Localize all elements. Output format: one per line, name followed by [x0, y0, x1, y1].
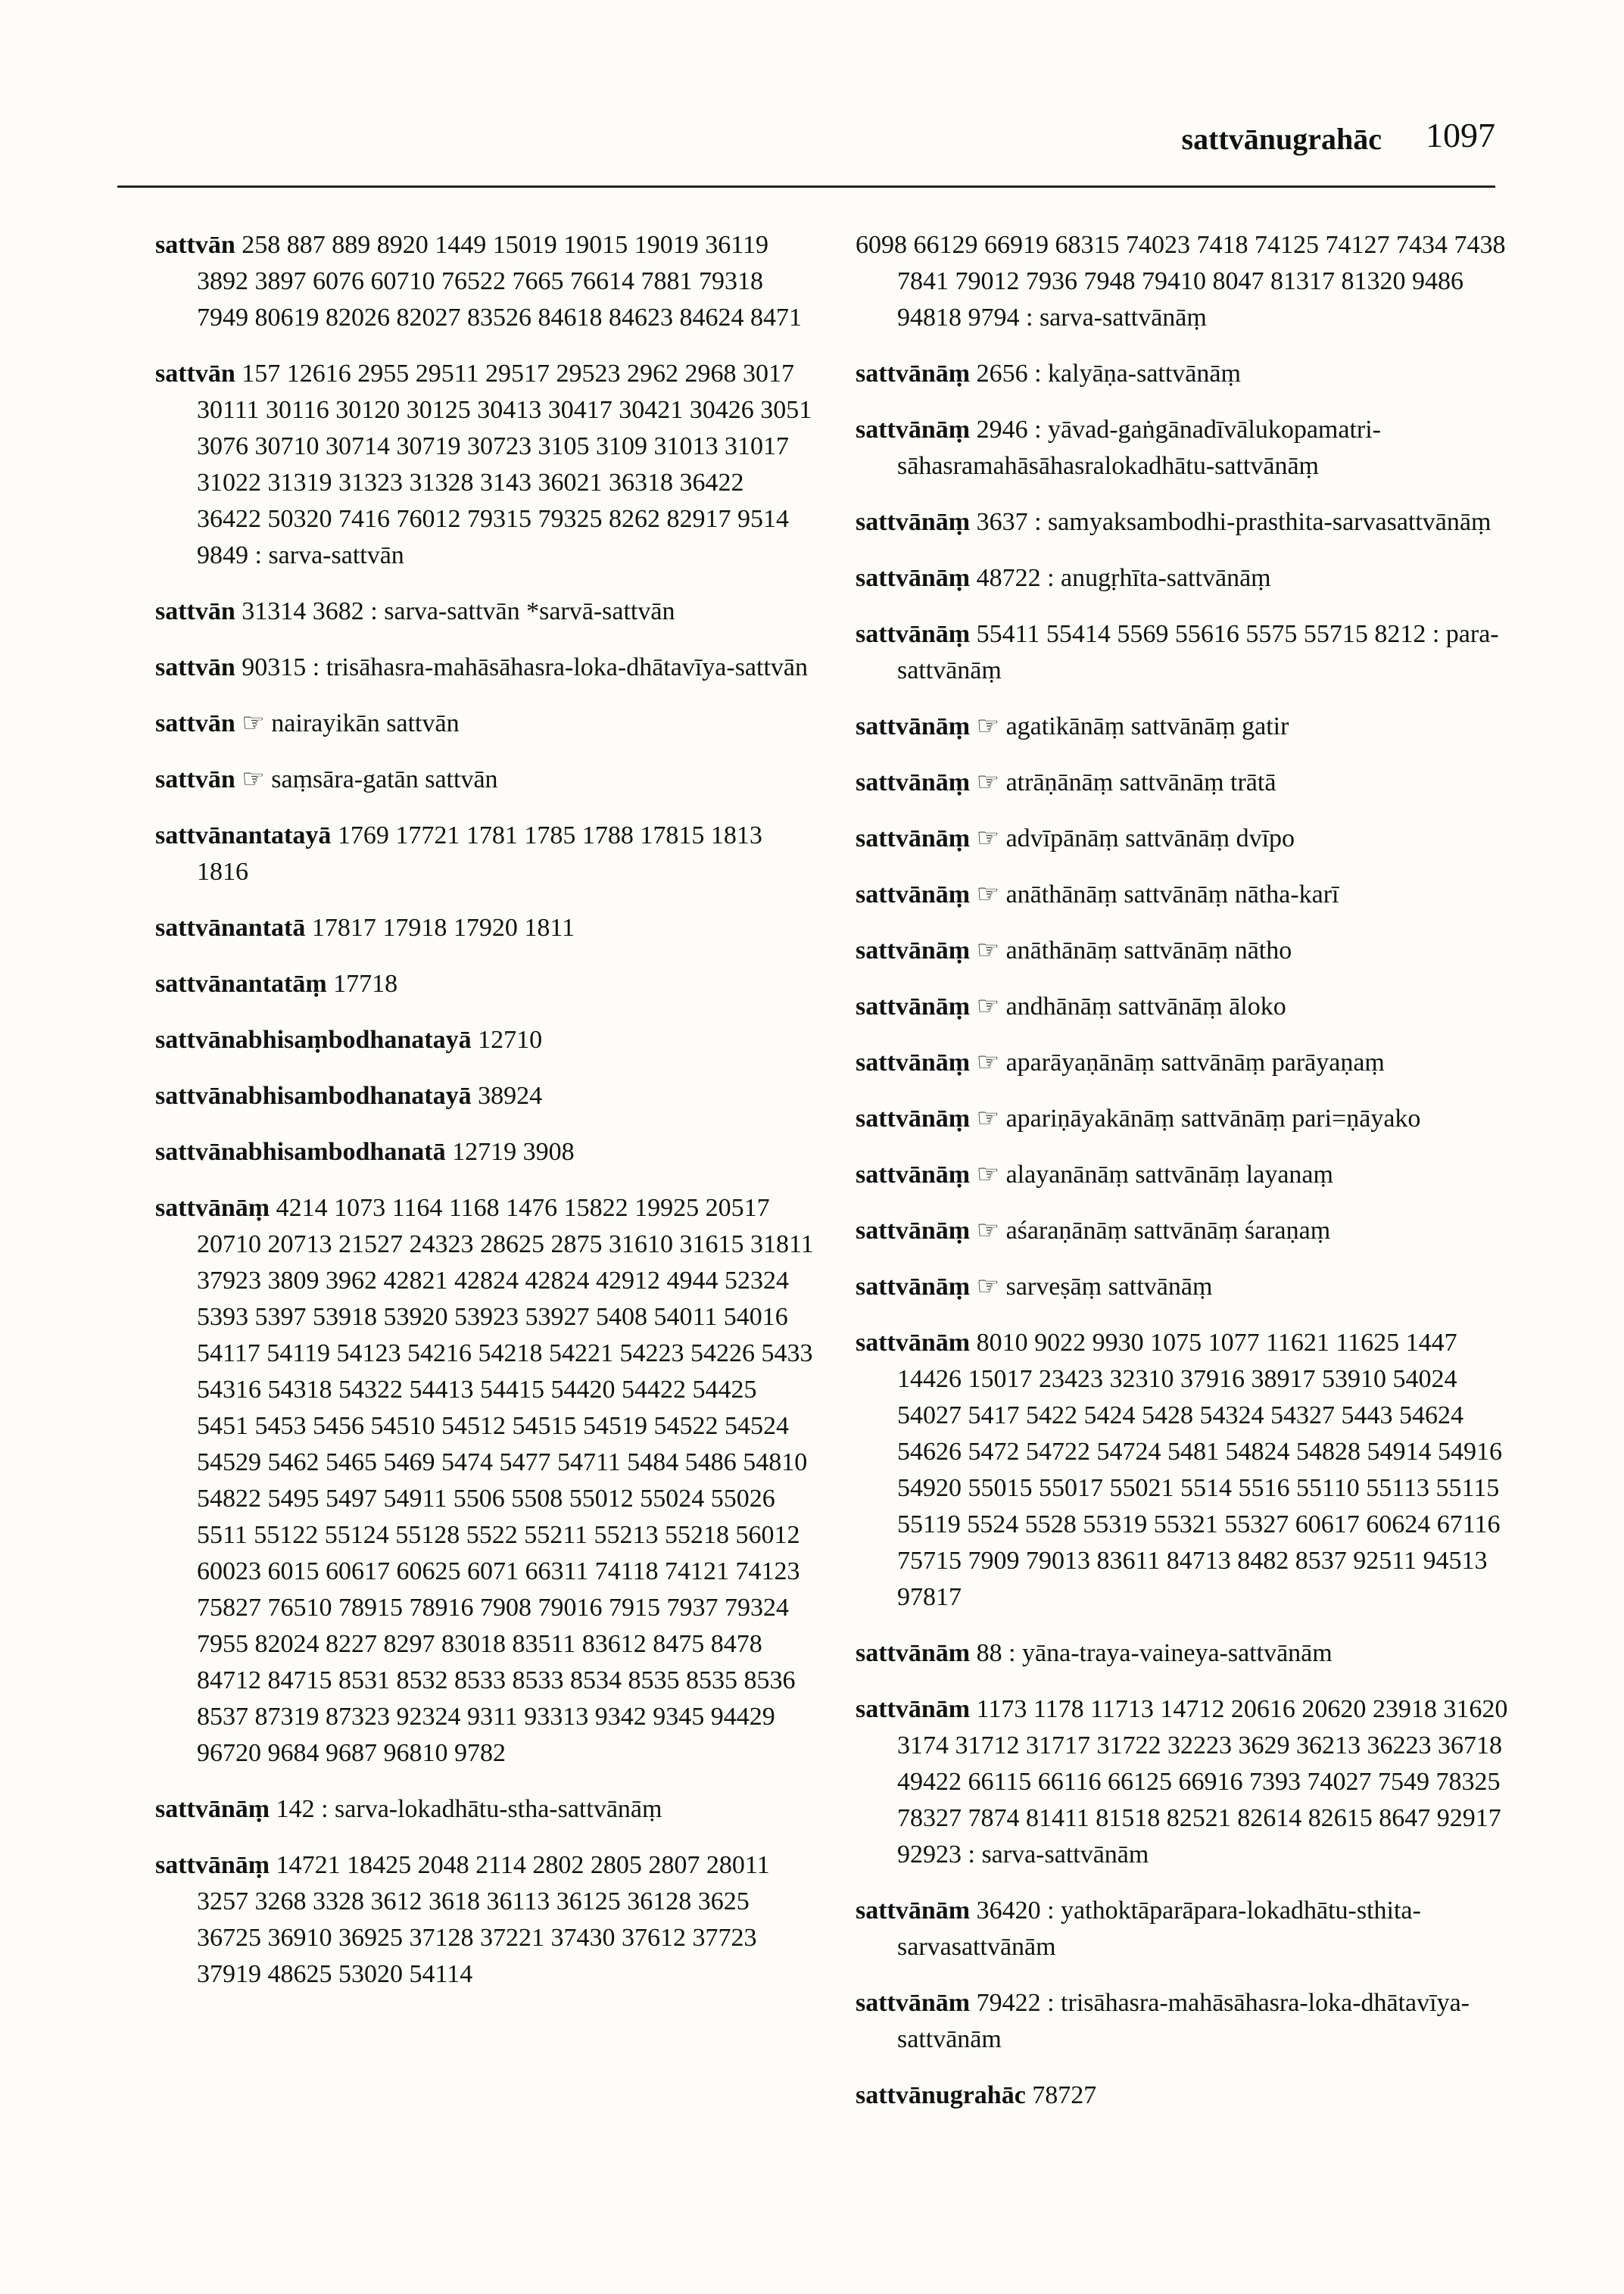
index-entry	[856, 227, 1514, 336]
entry-references: ☞ saṃsāra-gatān sattvān	[242, 765, 498, 793]
entry-headword: sattvān	[155, 597, 235, 625]
entry-headword: sattvān	[155, 231, 235, 259]
entry-headword: sattvānāṃ	[856, 620, 971, 648]
entry-references: 6098 66129 66919 68315 74023 7418 74125 74127 7434 7438 7841 79012 7936 7948 79410 8047 81317 81320 9486 94818 9794 : sarva-sattvānāṃ	[856, 231, 1506, 332]
entry-references: 17817 17918 17920 1811	[311, 914, 575, 942]
entry-headword: sattvānāṃ	[856, 1049, 971, 1077]
entry-references: 142 : sarva-lokadhātu-stha-sattvānāṃ	[276, 1795, 662, 1823]
running-title: sattvānugrahāc	[1181, 122, 1382, 156]
entry-references: 12719 3908	[452, 1138, 575, 1166]
entry-references: ☞ aśaraṇānāṃ sattvānāṃ śaraṇaṃ	[976, 1217, 1331, 1245]
index-entry	[856, 1101, 1514, 1137]
index-entry	[856, 2077, 1514, 2114]
entry-headword: sattvānantatā	[155, 914, 306, 942]
index-entry	[856, 412, 1514, 485]
entry-headword: sattvānantatayā	[155, 821, 332, 849]
index-entry	[856, 1045, 1514, 1081]
entry-headword: sattvānām	[856, 1897, 971, 1925]
entry-headword: sattvānām	[856, 1695, 971, 1723]
entry-headword: sattvānāṃ	[856, 508, 971, 536]
index-entry	[155, 910, 814, 946]
page-header	[121, 106, 1495, 182]
index-entry	[856, 1325, 1514, 1616]
index-entry	[155, 1190, 814, 1772]
left-column	[155, 227, 814, 2012]
index-entry	[856, 1635, 1514, 1672]
index-entry	[155, 1078, 814, 1114]
index-entry	[856, 616, 1514, 689]
index-entry	[856, 1157, 1514, 1193]
entry-headword: sattvān	[155, 765, 235, 793]
entry-references: 12710	[478, 1026, 543, 1054]
entry-headword: sattvānāṃ	[856, 824, 971, 852]
entry-references: 90315 : trisāhasra-mahāsāhasra-loka-dhātavīya-sattvān	[242, 653, 808, 681]
index-entry	[856, 356, 1514, 392]
entry-references: 2656 : kalyāṇa-sattvānāṃ	[976, 360, 1241, 388]
entry-headword: sattvānabhisaṃbodhanatayā	[155, 1026, 472, 1054]
entry-references: ☞ apariṇāyakānāṃ sattvānāṃ pari=ṇāyako	[976, 1105, 1421, 1133]
entry-headword: sattvānāṃ	[856, 360, 971, 388]
index-entry	[155, 594, 814, 630]
index-entry	[155, 966, 814, 1002]
entry-headword: sattvānāṃ	[856, 937, 971, 965]
right-column	[856, 227, 1514, 2133]
entry-references: ☞ aparāyaṇānāṃ sattvānāṃ parāyaṇaṃ	[976, 1049, 1385, 1077]
index-entry	[856, 1691, 1514, 1873]
entry-headword: sattvān	[155, 360, 235, 388]
index-entry	[155, 1791, 814, 1828]
entry-references: 48722 : anugṛhīta-sattvānāṃ	[976, 564, 1271, 592]
page-number: 1097	[1426, 116, 1495, 154]
entry-headword: sattvānāṃ	[155, 1194, 270, 1222]
index-entry	[856, 1213, 1514, 1249]
index-entry	[856, 504, 1514, 541]
index-entry	[856, 560, 1514, 597]
entry-references: 258 887 889 8920 1449 15019 19015 19019 36119 3892 3897 6076 60710 76522 7665 76614 7881 79318 7949 80619 82026 82027 83526 84618 84623 84624 8471	[197, 231, 802, 332]
index-entry	[155, 762, 814, 798]
entry-references: 88 : yāna-traya-vaineya-sattvānām	[976, 1639, 1333, 1667]
index-entry	[155, 706, 814, 742]
entry-headword: sattvānāṃ	[856, 1217, 971, 1245]
entry-headword: sattvānām	[856, 1989, 971, 2017]
index-entry	[856, 1893, 1514, 1965]
entry-references: ☞ advīpānāṃ sattvānāṃ dvīpo	[976, 824, 1295, 852]
entry-references: 31314 3682 : sarva-sattvān *sarvā-sattvān	[242, 597, 675, 625]
entry-references: 78727	[1032, 2081, 1097, 2109]
entry-headword: sattvānāṃ	[856, 993, 971, 1021]
entry-references: 14721 18425 2048 2114 2802 2805 2807 28011 3257 3268 3328 3612 3618 36113 36125 36128 3625 36725 36910 36925 37128 37221 37430 37612 37723 37919 48625 53020 54114	[197, 1851, 770, 1988]
index-entry	[856, 1985, 1514, 2058]
entry-references: 3637 : samyaksambodhi-prasthita-sarvasattvānāṃ	[976, 508, 1492, 536]
entry-headword: sattvānāṃ	[856, 881, 971, 909]
index-entry	[856, 821, 1514, 857]
entry-references: ☞ sarveṣāṃ sattvānāṃ	[976, 1273, 1213, 1301]
entry-references: ☞ alayanānāṃ sattvānāṃ layanaṃ	[976, 1161, 1333, 1189]
entry-references: 157 12616 2955 29511 29517 29523 2962 2968 3017 30111 30116 30120 30125 30413 30417 30421 30426 3051 3076 30710 30714 30719 30723 3105 3109 31013 31017 31022 31319 31323 31328 3143 36021 36318 36422 36422 50320 7416 76012 79315 79325 8262 82917 9514 9849 : sarva-sattvān	[197, 360, 812, 569]
entry-headword: sattvān	[155, 653, 235, 681]
entry-references: ☞ agatikānāṃ sattvānāṃ gatir	[976, 712, 1289, 740]
entry-references: 38924	[478, 1082, 543, 1110]
entry-references: 55411 55414 5569 55616 5575 55715 8212 : para-sattvānāṃ	[897, 620, 1499, 684]
entry-references: 4214 1073 1164 1168 1476 15822 19925 20517 20710 20713 21527 24323 28625 2875 31610 31615 31811 37923 3809 3962 42821 42824 42824 42912 4944 52324 5393 5397 53918 53920 53923 53927 5408 54011 54016 54117 54119 54123 54216 54218 54221 54223 54226 5433 54316 54318 54322 54413 54415 54420 54422 54425 5451 5453 5456 54510 54512 54515 54519 54522 54524 54529 5462 5465 5469 5474 5477 54711 5484 5486 54810 54822 5495 5497 54911 5506 5508 55012 55024 55026 5511 55122 55124 55128 5522 55211 55213 55218 56012 60023 6015 60617 60625 6071 66311 74118 74121 74123 75827 76510 78915 78916 7908 79016 7915 7937 79324 7955 82024 8227 8297 83018 83511 83612 8475 8478 84712 84715 8531 8532 8533 8533 8534 8535 8535 8536 8537 87319 87323 92324 9311 93313 9342 9345 94429 96720 9684 9687 96810 9782	[197, 1194, 814, 1767]
index-entry	[155, 227, 814, 336]
index-entry	[856, 877, 1514, 913]
entry-headword: sattvānāṃ	[856, 564, 971, 592]
index-entry	[856, 765, 1514, 801]
entry-headword: sattvān	[155, 709, 235, 737]
entry-headword: sattvānāṃ	[856, 1161, 971, 1189]
entry-headword: sattvānām	[856, 1639, 971, 1667]
header-rule	[117, 185, 1495, 188]
entry-references: 79422 : trisāhasra-mahāsāhasra-loka-dhātavīya-sattvānām	[897, 1989, 1470, 2053]
entry-headword: sattvānāṃ	[856, 1273, 971, 1301]
entry-references: 8010 9022 9930 1075 1077 11621 11625 1447 14426 15017 23423 32310 37916 38917 53910 54024 54027 5417 5422 5424 5428 54324 54327 5443 54624 54626 5472 54722 54724 5481 54824 54828 54914 54916 54920 55015 55017 55021 5514 5516 55110 55113 55115 55119 5524 5528 55319 55321 55327 60617 60624 67116 75715 7909 79013 83611 84713 8482 8537 92511 94513 97817	[897, 1329, 1502, 1611]
entry-headword: sattvānugrahāc	[856, 2081, 1026, 2109]
entry-references: 2946 : yāvad-gaṅgānadīvālukopamatri-sāhasramahāsāhasralokadhātu-sattvānāṃ	[897, 416, 1381, 480]
entry-headword: sattvānabhisambodhanatā	[155, 1138, 446, 1166]
entry-references: 17718	[333, 970, 398, 998]
index-entry	[155, 1847, 814, 1993]
entry-references: 1769 17721 1781 1785 1788 17815 1813 1816	[197, 821, 762, 886]
index-entry	[155, 1022, 814, 1058]
entry-headword: sattvānāṃ	[856, 712, 971, 740]
index-entry	[155, 1134, 814, 1170]
index-entry	[856, 989, 1514, 1025]
entry-headword: sattvānāṃ	[856, 768, 971, 796]
entry-headword: sattvānāṃ	[155, 1795, 270, 1823]
entry-references: ☞ anāthānāṃ sattvānāṃ nātho	[976, 937, 1292, 965]
entry-references: ☞ nairayikān sattvān	[242, 709, 460, 737]
entry-headword: sattvānantatāṃ	[155, 970, 327, 998]
index-entry	[155, 356, 814, 574]
entry-references: 1173 1178 11713 14712 20616 20620 23918 31620 3174 31712 31717 31722 32223 3629 36213 36223 36718 49422 66115 66116 66125 66916 7393 74027 7549 78325 78327 7874 81411 81518 82521 82614 82615 8647 92917 92923 : sarva-sattvānām	[897, 1695, 1508, 1869]
entry-references: ☞ andhānāṃ sattvānāṃ āloko	[976, 993, 1286, 1021]
entry-headword: sattvānāṃ	[856, 1105, 971, 1133]
entry-headword: sattvānāṃ	[856, 416, 971, 444]
index-entry	[155, 818, 814, 890]
index-entry	[155, 650, 814, 686]
index-entry	[856, 709, 1514, 745]
entry-references: ☞ anāthānāṃ sattvānāṃ nātha-karī	[976, 881, 1339, 909]
index-entry	[856, 1269, 1514, 1305]
entry-references: ☞ atrāṇānāṃ sattvānāṃ trātā	[976, 768, 1276, 796]
entry-headword: sattvānāṃ	[155, 1851, 270, 1879]
entry-references: 36420 : yathoktāparāpara-lokadhātu-sthita-sarvasattvānām	[897, 1897, 1421, 1961]
entry-headword: sattvānām	[856, 1329, 971, 1357]
index-entry	[856, 933, 1514, 969]
entry-headword: sattvānabhisambodhanatayā	[155, 1082, 472, 1110]
